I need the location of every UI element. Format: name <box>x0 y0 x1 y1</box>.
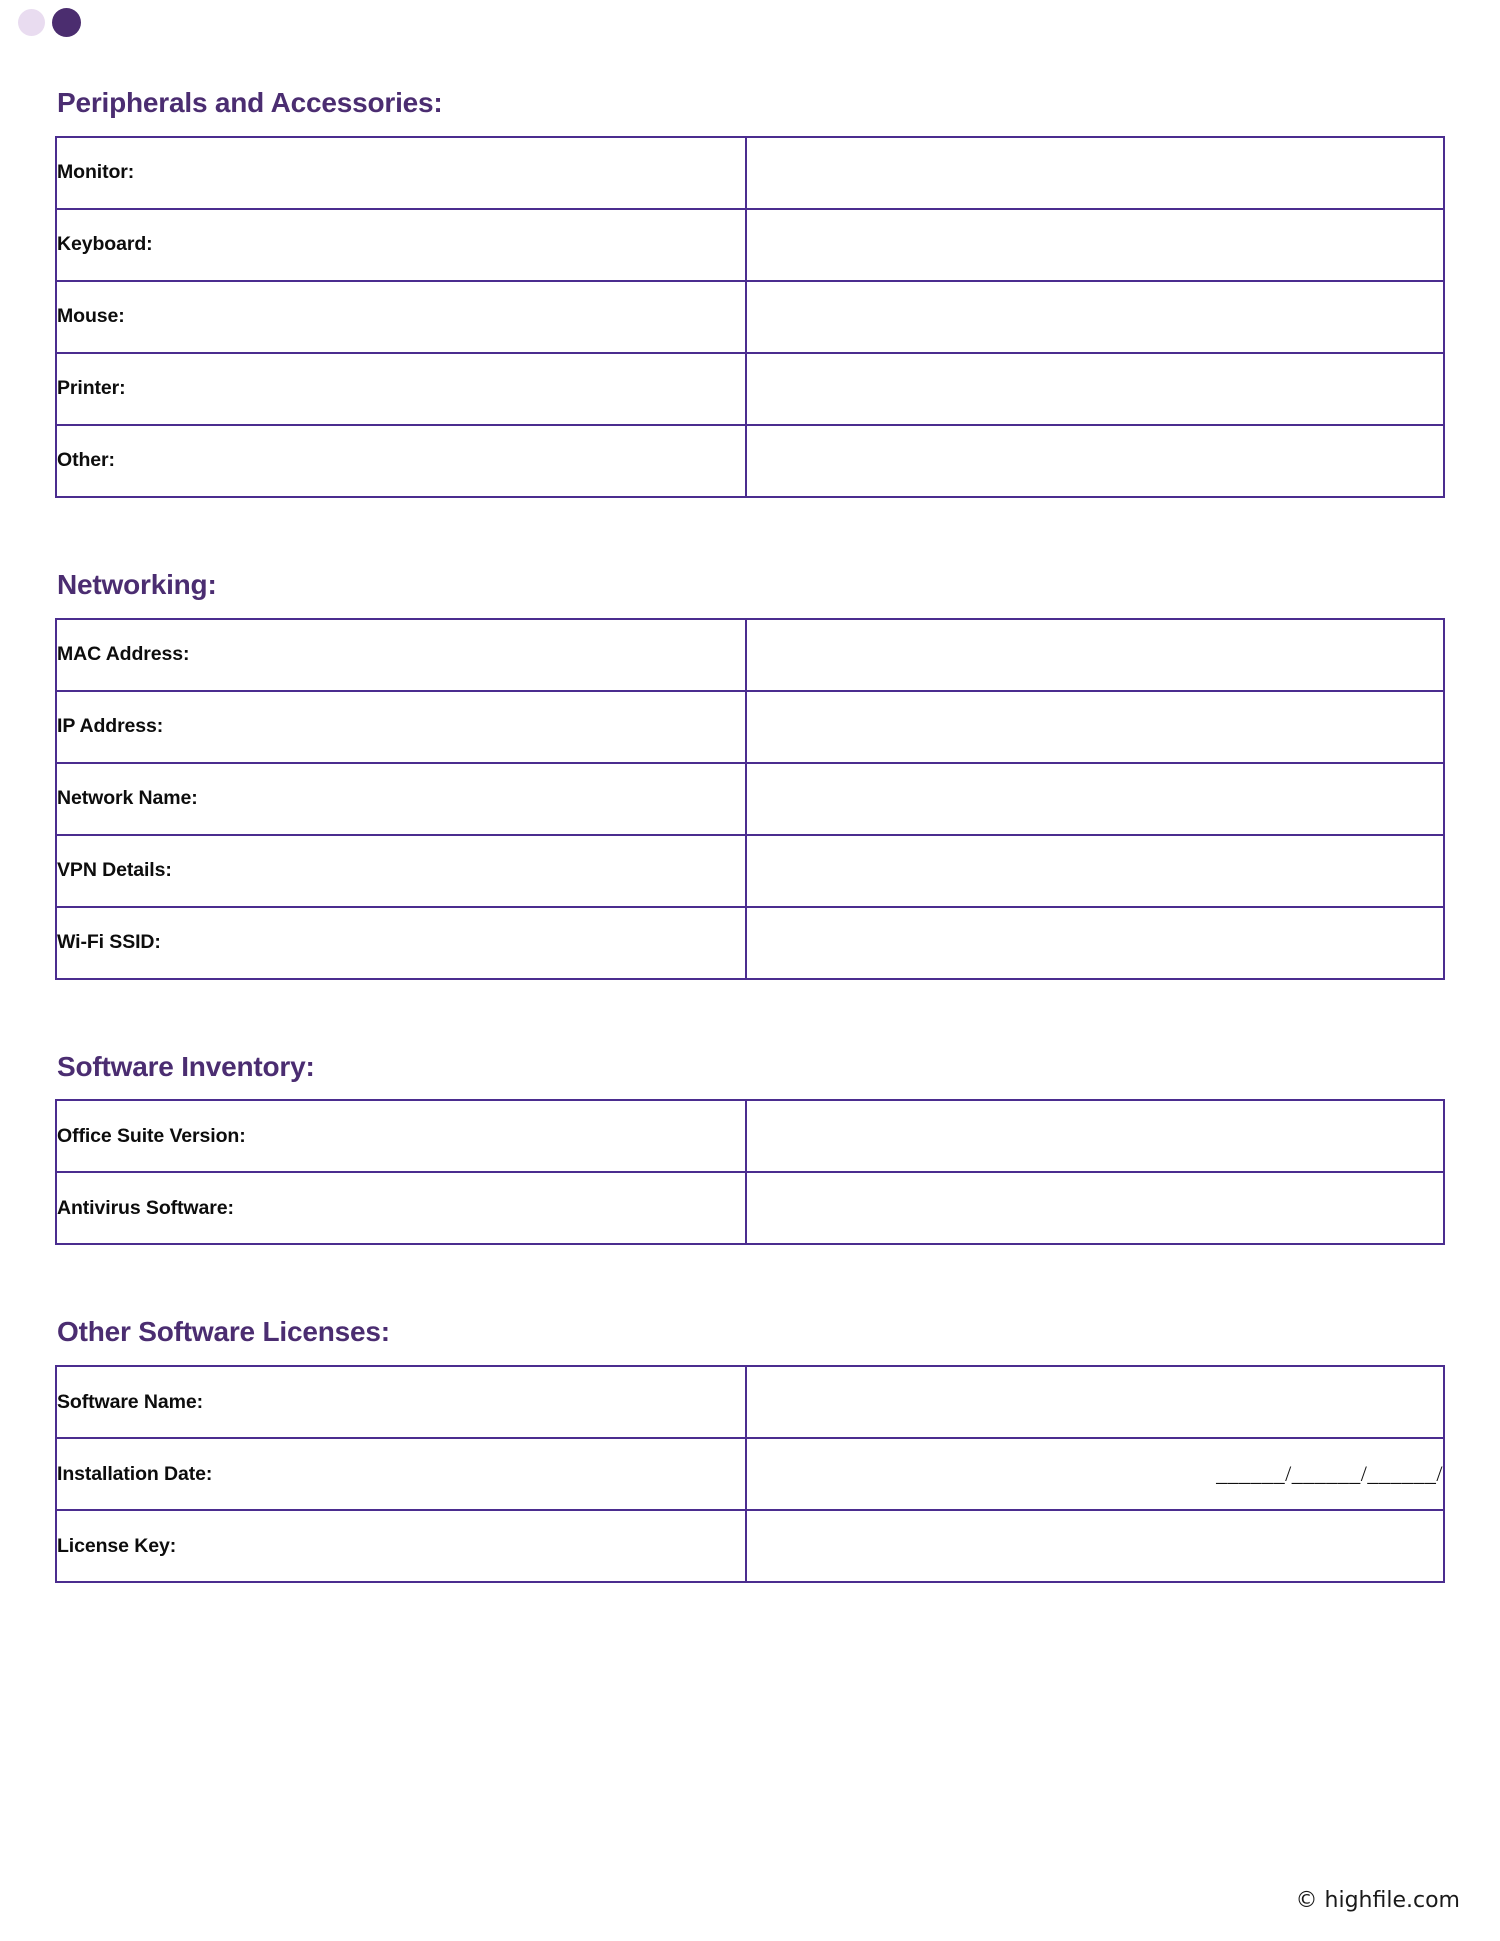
dark-circle-icon <box>52 8 81 37</box>
row-label: Wi-Fi SSID: <box>56 907 746 979</box>
table-row <box>56 137 1444 209</box>
table-row <box>56 1438 1444 1510</box>
row-value-field[interactable] <box>746 353 1444 425</box>
row-label: Mouse: <box>56 281 746 353</box>
row-label: VPN Details: <box>56 835 746 907</box>
row-value-field[interactable] <box>746 209 1444 281</box>
table-row <box>56 425 1444 497</box>
table-row <box>56 907 1444 979</box>
row-value-field[interactable] <box>746 425 1444 497</box>
section-heading: Networking: <box>57 568 217 600</box>
row-label: Keyboard: <box>56 209 746 281</box>
row-value-field[interactable] <box>746 1100 1444 1172</box>
table-row <box>56 619 1444 691</box>
table-row <box>56 209 1444 281</box>
row-value-field[interactable] <box>746 619 1444 691</box>
section-networking <box>55 544 1445 980</box>
light-circle-icon <box>18 9 45 36</box>
row-value-field[interactable] <box>746 281 1444 353</box>
row-value-field[interactable] <box>746 1510 1444 1582</box>
table-row <box>56 353 1444 425</box>
section-heading: Other Software Licenses: <box>57 1316 390 1348</box>
row-label: Other: <box>56 425 746 497</box>
table-row <box>56 691 1444 763</box>
row-label: Office Suite Version: <box>56 1100 746 1172</box>
row-value-field[interactable] <box>746 763 1444 835</box>
row-value-field[interactable] <box>746 1366 1444 1438</box>
row-label: License Key: <box>56 1510 746 1582</box>
table-row <box>56 835 1444 907</box>
table-row <box>56 1172 1444 1244</box>
software-inventory-table <box>55 1099 1445 1245</box>
table-row <box>56 1100 1444 1172</box>
row-label: MAC Address: <box>56 619 746 691</box>
table-row <box>56 763 1444 835</box>
row-label: IP Address: <box>56 691 746 763</box>
row-label: Installation Date: <box>56 1438 746 1510</box>
installation-date-field[interactable]: ______/______/______/ <box>746 1438 1444 1510</box>
row-value-field[interactable] <box>746 835 1444 907</box>
row-label: Printer: <box>56 353 746 425</box>
row-label: Network Name: <box>56 763 746 835</box>
row-label: Monitor: <box>56 137 746 209</box>
peripherals-table <box>55 136 1445 498</box>
section-heading: Software Inventory: <box>57 1050 315 1082</box>
table-row <box>56 281 1444 353</box>
other-software-licenses-table <box>55 1365 1445 1583</box>
section-heading: Peripherals and Accessories: <box>57 87 443 118</box>
section-other-software-licenses <box>55 1291 1445 1583</box>
row-label: Software Name: <box>56 1366 746 1438</box>
networking-table <box>55 618 1445 980</box>
row-value-field[interactable] <box>746 907 1444 979</box>
row-label: Antivirus Software: <box>56 1172 746 1244</box>
row-value-field[interactable] <box>746 691 1444 763</box>
footer-copyright: © highfile.com <box>1295 1888 1460 1913</box>
header-decoration <box>18 8 81 37</box>
section-software-inventory <box>55 1026 1445 1246</box>
row-value-field[interactable] <box>746 137 1444 209</box>
table-row <box>56 1366 1444 1438</box>
table-row <box>56 1510 1444 1582</box>
form-content <box>55 88 1445 1629</box>
section-peripherals-and-accessories <box>55 88 1445 498</box>
row-value-field[interactable] <box>746 1172 1444 1244</box>
